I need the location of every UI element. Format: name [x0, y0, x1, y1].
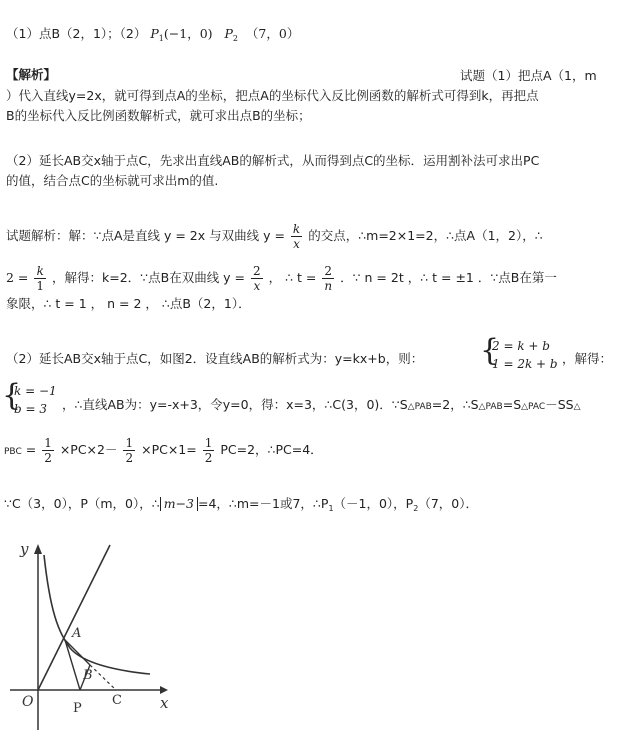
fraction-denominator: x: [293, 237, 300, 251]
triangle-pab-2: △PAB: [478, 402, 503, 412]
area-equation-line: [4, 436, 323, 465]
solution-text-1b: 的交点，∴m=2×1=2，∴点A（1，2），∴: [308, 228, 543, 243]
answer-p1-sub: 1: [158, 34, 164, 43]
analysis-title-right: 试题（1）把点A（1，m: [460, 68, 597, 83]
answer-part1: （1）点B（2，1）；（2）: [6, 26, 147, 41]
fraction-denominator: 2: [125, 451, 134, 465]
solution-line3: 象限，∴ t = 1 ， n = 2 ， ∴点B（2，1）．: [6, 296, 251, 311]
eq-equals: =: [25, 442, 37, 457]
geometry-figure: [10, 540, 190, 730]
part2-line2: [62, 397, 581, 415]
answer-p2-label: P: [224, 26, 233, 41]
analysis-line3: B的坐标代入反比例函数解析式，就可求出点B的坐标；: [6, 108, 311, 123]
fraction-k-over-1: [34, 264, 46, 293]
final-text-a: ∵C（3，0），P（m，0），∴: [4, 496, 160, 511]
fraction-2-over-x: [251, 264, 263, 293]
label-x: x: [160, 694, 169, 712]
eq-term-c: ×PC×1=: [141, 442, 197, 457]
fraction-denominator: 1: [36, 279, 45, 293]
fraction-denominator: 2: [204, 451, 213, 465]
final-text-c: （－1，0），P: [333, 496, 414, 511]
fraction-numerator: 1: [44, 436, 52, 450]
fraction-denominator: n: [324, 279, 333, 293]
label-b: B: [83, 668, 93, 683]
fraction-numerator: 1: [204, 436, 213, 450]
answer-p1-coord: (−1，0): [163, 26, 213, 41]
analysis-line4: （2）延长AB交x轴于点C，先求出直线AB的解析式，从而得到点C的坐标．运用割补法可求出PC: [6, 153, 540, 168]
fraction-numerator: 2: [253, 264, 261, 278]
final-text-d: （7，0）．: [418, 496, 478, 511]
triangle-symbol: △: [573, 402, 581, 412]
solution-text-2a: 2 =: [6, 270, 29, 285]
eq-term-d: PC=2，∴PC=4．: [220, 442, 323, 457]
fraction-2-over-n: [322, 264, 334, 293]
answer-p1-label: P: [150, 26, 159, 41]
part2-text-c: ，∴直线AB为：y=-x+3，令y=0，得：x=3，∴C(3，0)．∵S: [62, 397, 408, 412]
final-text-b: =4，∴m=－1或7，∴P: [198, 496, 329, 511]
system1: [492, 337, 558, 373]
part2-text-f: －S: [545, 397, 566, 412]
final-line: [4, 496, 478, 517]
fraction-denominator: x: [253, 279, 261, 293]
fraction-numerator: k: [292, 222, 301, 236]
system1-eq2: 1 = 2k + b: [492, 357, 558, 371]
solution-text-2c: ， ∴ t =: [268, 270, 317, 285]
part2-line1: （2）延长AB交x轴于点C，如图2．设直线AB的解析式为：y=kx+b，则：: [6, 351, 424, 366]
system2: [14, 382, 57, 418]
part2-text-s: S: [565, 397, 574, 412]
fraction-half-1: [42, 436, 54, 465]
answer-p2-sub: 2: [232, 34, 238, 43]
triangle-pab: △PAB: [407, 402, 432, 412]
part2-text-e: =S: [502, 397, 522, 412]
fraction-denominator: 2: [44, 451, 52, 465]
system2-brace: {: [2, 378, 22, 413]
answer-line: [6, 26, 299, 47]
analysis-heading: 【解析】: [6, 67, 57, 82]
system1-brace: {: [480, 333, 500, 368]
label-p: P: [73, 701, 82, 716]
fraction-half-2: [123, 436, 135, 465]
analysis-line2: ）代入直线y=2x，就可得到点A的坐标，把点A的坐标代入反比例函数的解析式可得到k，再把点: [6, 88, 539, 103]
final-sub-2: 2: [413, 504, 419, 513]
label-origin: O: [22, 694, 34, 710]
solution-line1: [6, 222, 543, 251]
solution-text-2b: ，解得：k=2．∵点B在双曲线 y =: [52, 270, 246, 285]
x-axis-arrow: [160, 686, 168, 694]
absolute-value: m−3: [160, 497, 198, 511]
eq-term-b: ×PC×2－: [59, 442, 118, 457]
solution-text-2d: ．∵ n = 2t ，∴ t = ±1 ．∵点B在第一: [340, 270, 557, 285]
y-axis-arrow: [34, 544, 42, 554]
fraction-numerator: 2: [322, 264, 334, 279]
part2-solve-label: ，解得：: [562, 351, 613, 366]
fraction-numerator: k: [34, 264, 46, 279]
label-a: A: [72, 626, 82, 641]
part2-text-d: =2，∴S: [431, 397, 479, 412]
fraction-half-3: [203, 436, 215, 465]
solution-text-1a: 试题解析：解：∵点A是直线 y = 2x 与双曲线 y =: [6, 228, 285, 243]
solution-line2: [6, 264, 557, 293]
label-y: y: [20, 540, 29, 558]
label-c: C: [112, 693, 122, 708]
answer-p2-coord: （7，0）: [245, 26, 300, 41]
fraction-numerator: 1: [125, 436, 134, 450]
system2-eq1: k = −1: [14, 384, 57, 398]
system2-eq2: b = 3: [14, 402, 47, 416]
triangle-pbc: PBC: [4, 447, 22, 457]
triangle-pac: △PAC: [521, 402, 546, 412]
final-sub-1: 1: [328, 504, 334, 513]
analysis-line5: 的值，结合点C的坐标就可求出m的值.: [6, 173, 219, 188]
fraction-k-over-x: [291, 222, 302, 251]
system1-eq1: 2 = k + b: [492, 339, 550, 353]
